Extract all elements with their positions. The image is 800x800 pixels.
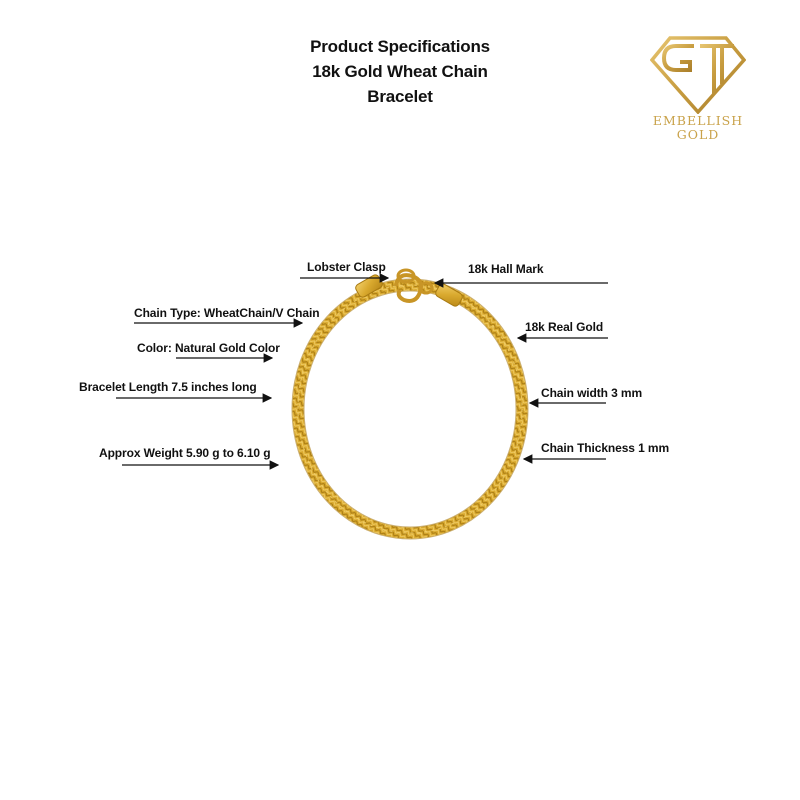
label-color: Color: Natural Gold Color [137, 341, 280, 355]
logo-brand-line-1: EMBELLISH [652, 113, 744, 128]
title-line-1: Product Specifications [310, 37, 490, 56]
title-line-2: 18k Gold Wheat Chain [312, 62, 488, 81]
label-lobster-clasp: Lobster Clasp [307, 260, 386, 274]
label-chain-type: Chain Type: WheatChain/V Chain [134, 306, 320, 320]
label-chain-width: Chain width 3 mm [541, 386, 643, 400]
label-real-gold: 18k Real Gold [525, 320, 604, 334]
label-hall-mark: 18k Hall Mark [468, 262, 544, 276]
label-thickness: Chain Thickness 1 mm [541, 441, 670, 455]
wheat-chain [298, 285, 522, 533]
logo-brand-line-2: GOLD [676, 127, 720, 142]
title-line-3: Bracelet [367, 87, 433, 106]
label-length: Bracelet Length 7.5 inches long [79, 380, 257, 394]
label-weight: Approx Weight 5.90 g to 6.10 g [99, 446, 271, 460]
